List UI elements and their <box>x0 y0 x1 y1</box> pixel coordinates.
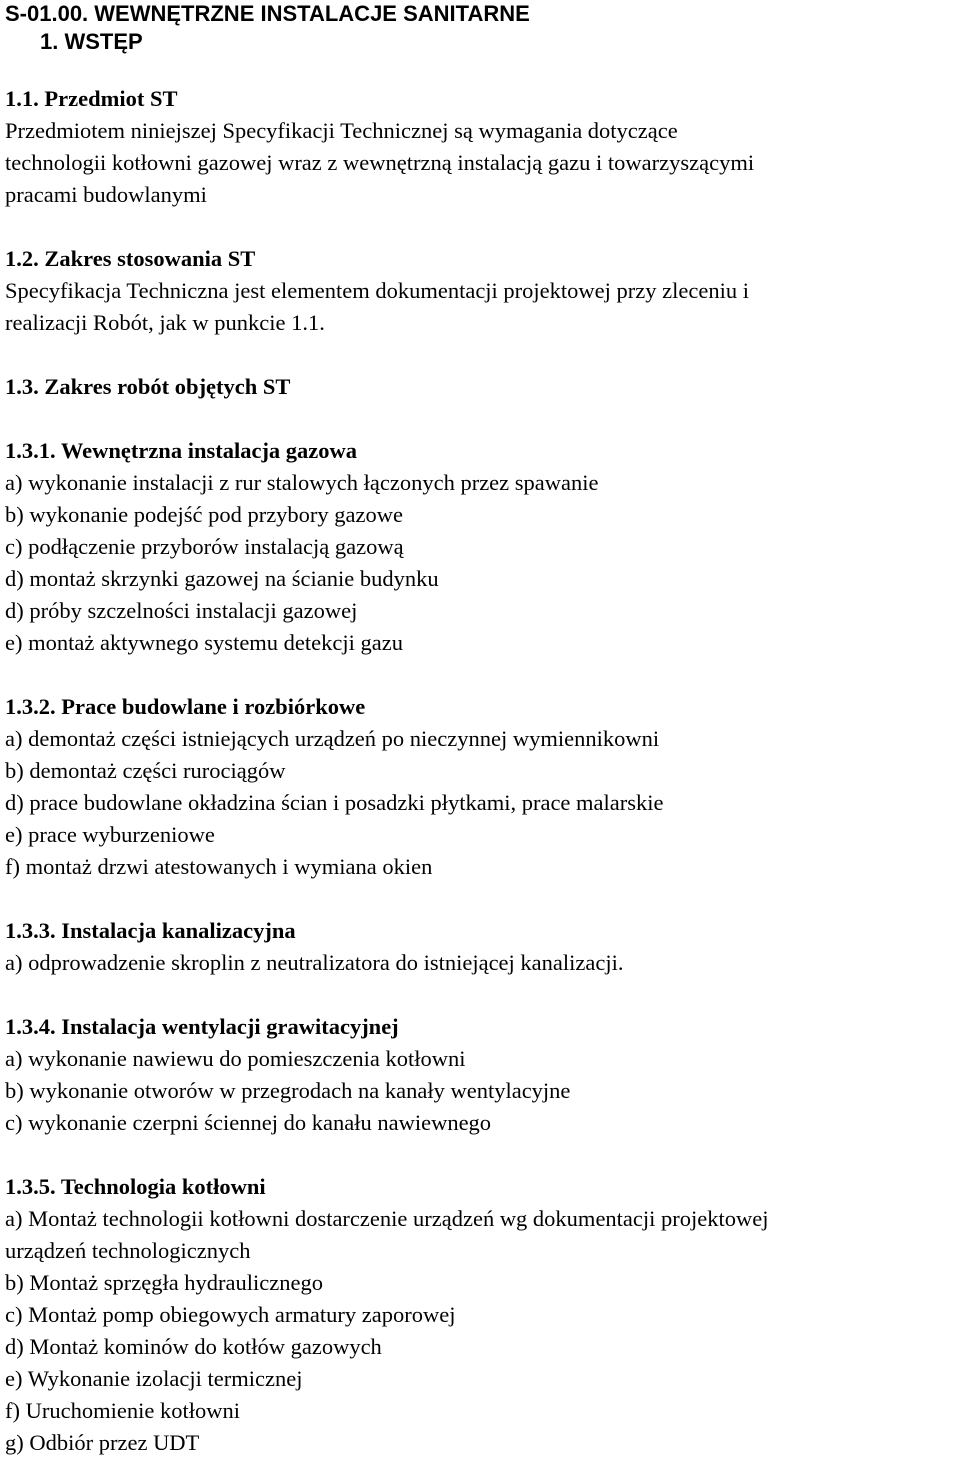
section <box>5 1171 957 1459</box>
section <box>5 243 957 339</box>
document-page <box>5 0 957 1459</box>
section-line: d) Montaż kominów do kotłów gazowych <box>5 1334 382 1359</box>
section-line: e) Wykonanie izolacji termicznej <box>5 1366 303 1391</box>
section <box>5 83 957 211</box>
section-line: b) wykonanie podejść pod przybory gazowe <box>5 502 404 527</box>
section-heading: 1.3.3. Instalacja kanalizacyjna <box>5 918 296 943</box>
section-line: Przedmiotem niniejszej Specyfikacji Technicznej są wymagania dotyczące <box>5 118 678 143</box>
section-heading: 1.3. Zakres robót objętych ST <box>5 374 291 399</box>
section-line: g) Odbiór przez UDT <box>5 1430 200 1455</box>
section-heading: 1.3.5. Technologia kotłowni <box>5 1174 266 1199</box>
section-line: b) wykonanie otworów w przegrodach na kanały wentylacyjne <box>5 1078 571 1103</box>
section-heading: 1.2. Zakres stosowania ST <box>5 246 256 271</box>
section-line: a) demontaż części istniejących urządzeń po nieczynnej wymiennikowni <box>5 726 660 751</box>
intro-heading: 1. WSTĘP <box>40 29 143 54</box>
section-line: e) montaż aktywnego systemu detekcji gazu <box>5 630 403 655</box>
section-line: b) Montaż sprzęgła hydraulicznego <box>5 1270 323 1295</box>
section-line: f) montaż drzwi atestowanych i wymiana okien <box>5 854 433 879</box>
section-heading: 1.3.2. Prace budowlane i rozbiórkowe <box>5 694 366 719</box>
section-line: d) prace budowlane okładzina ścian i posadzki płytkami, prace malarskie <box>5 790 664 815</box>
section-line: a) Montaż technologii kotłowni dostarczenie urządzeń wg dokumentacji projektowej <box>5 1206 769 1231</box>
section-line: urządzeń technologicznych <box>5 1238 251 1263</box>
section-line: c) podłączenie przyborów instalacją gazową <box>5 534 404 559</box>
section-line: b) demontaż części rurociągów <box>5 758 286 783</box>
section-line: c) Montaż pomp obiegowych armatury zaporowej <box>5 1302 456 1327</box>
section-line: d) montaż skrzynki gazowej na ścianie budynku <box>5 566 439 591</box>
section-line: a) wykonanie instalacji z rur stalowych łączonych przez spawanie <box>5 470 599 495</box>
section-heading: 1.3.1. Wewnętrzna instalacja gazowa <box>5 438 358 463</box>
section <box>5 691 957 883</box>
section <box>5 435 957 659</box>
section <box>5 915 957 979</box>
section-line: d) próby szczelności instalacji gazowej <box>5 598 358 623</box>
section <box>5 371 957 403</box>
section-line: Specyfikacja Techniczna jest elementem dokumentacji projektowej przy zleceniu i <box>5 278 749 303</box>
section-line: realizacji Robót, jak w punkcie 1.1. <box>5 310 325 335</box>
section-line: pracami budowlanymi <box>5 182 207 207</box>
section <box>5 1011 957 1139</box>
section-line: f) Uruchomienie kotłowni <box>5 1398 240 1423</box>
section-line: a) odprowadzenie skroplin z neutralizatora do istniejącej kanalizacji. <box>5 950 624 975</box>
sections-container <box>5 56 957 1459</box>
document-title: S-01.00. WEWNĘTRZNE INSTALACJE SANITARNE <box>5 1 530 26</box>
section-line: e) prace wyburzeniowe <box>5 822 215 847</box>
section-line: c) wykonanie czerpni ściennej do kanału nawiewnego <box>5 1110 492 1135</box>
section-line: technologii kotłowni gazowej wraz z wewnętrzną instalacją gazu i towarzyszącymi <box>5 150 755 175</box>
section-heading: 1.3.4. Instalacja wentylacji grawitacyjnej <box>5 1014 399 1039</box>
section-line: a) wykonanie nawiewu do pomieszczenia kotłowni <box>5 1046 466 1071</box>
section-heading: 1.1. Przedmiot ST <box>5 86 178 111</box>
